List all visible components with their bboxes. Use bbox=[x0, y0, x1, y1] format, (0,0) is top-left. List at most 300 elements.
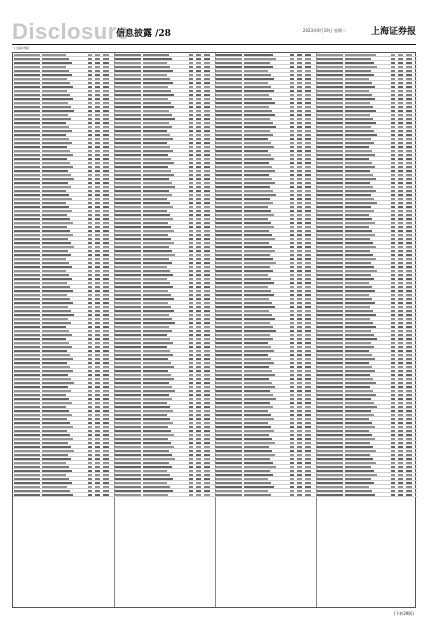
table-cell bbox=[216, 186, 242, 188]
table-cell bbox=[143, 210, 167, 212]
table-cell bbox=[345, 466, 371, 468]
table-cell bbox=[88, 366, 92, 368]
table-cell bbox=[88, 186, 92, 188]
table-cell bbox=[95, 362, 100, 364]
table-cell bbox=[204, 366, 210, 368]
table-cell bbox=[398, 190, 403, 192]
table-cell bbox=[297, 490, 302, 492]
table-cell bbox=[398, 322, 403, 324]
table-cell bbox=[204, 86, 210, 88]
table-cell bbox=[398, 230, 403, 232]
table-cell bbox=[14, 350, 40, 352]
table-cell bbox=[196, 266, 201, 268]
table-cell bbox=[143, 258, 169, 260]
table-cell bbox=[143, 414, 167, 416]
table-cell bbox=[244, 90, 274, 92]
table-cell bbox=[189, 138, 193, 140]
table-cell bbox=[189, 378, 193, 380]
table-cell bbox=[391, 398, 395, 400]
table-cell bbox=[88, 138, 92, 140]
table-cell bbox=[14, 174, 40, 176]
table-cell bbox=[391, 142, 395, 144]
table-cell bbox=[406, 106, 412, 108]
table-cell bbox=[95, 266, 100, 268]
table-cell bbox=[406, 154, 412, 156]
table-cell bbox=[345, 250, 370, 252]
table-cell bbox=[95, 138, 100, 140]
table-cell bbox=[305, 270, 311, 272]
table-cell bbox=[42, 402, 72, 404]
table-cell bbox=[204, 118, 210, 120]
table-cell bbox=[88, 362, 92, 364]
table-cell bbox=[196, 278, 201, 280]
table-cell bbox=[345, 410, 371, 412]
table-cell bbox=[42, 294, 67, 296]
table-cell bbox=[204, 490, 210, 492]
table-cell bbox=[196, 386, 201, 388]
table-cell bbox=[189, 366, 193, 368]
table-cell bbox=[216, 402, 242, 404]
table-cell bbox=[103, 206, 109, 208]
table-cell bbox=[398, 250, 403, 252]
table-cell bbox=[143, 450, 169, 452]
table-cell bbox=[204, 402, 210, 404]
table-cell bbox=[406, 214, 412, 216]
table-cell bbox=[95, 322, 100, 324]
table-cell bbox=[305, 78, 311, 80]
table-cell bbox=[95, 258, 100, 260]
table-cell bbox=[391, 450, 395, 452]
table-cell bbox=[14, 222, 40, 224]
table-cell bbox=[305, 478, 311, 480]
table-cell bbox=[95, 118, 100, 120]
table-row bbox=[13, 493, 114, 497]
table-cell bbox=[42, 274, 69, 276]
table-cell bbox=[115, 98, 141, 100]
table-cell bbox=[305, 86, 311, 88]
table-cell bbox=[14, 190, 40, 192]
table-cell bbox=[305, 58, 311, 60]
table-cell bbox=[406, 234, 412, 236]
table-cell bbox=[103, 494, 109, 496]
table-cell bbox=[317, 338, 343, 340]
table-cell bbox=[14, 274, 40, 276]
table-cell bbox=[391, 414, 395, 416]
table-cell bbox=[305, 310, 311, 312]
table-cell bbox=[88, 414, 92, 416]
table-cell bbox=[143, 482, 167, 484]
table-cell bbox=[391, 466, 395, 468]
table-cell bbox=[196, 94, 201, 96]
table-cell bbox=[189, 390, 193, 392]
table-cell bbox=[290, 146, 294, 148]
table-cell bbox=[189, 118, 193, 120]
table-cell bbox=[14, 294, 40, 296]
table-cell bbox=[115, 198, 141, 200]
table-cell bbox=[297, 94, 302, 96]
table-cell bbox=[103, 438, 109, 440]
table-cell bbox=[317, 70, 343, 72]
table-cell bbox=[345, 62, 374, 64]
table-cell bbox=[290, 214, 294, 216]
table-cell bbox=[244, 310, 269, 312]
table-cell bbox=[244, 330, 276, 332]
table-cell bbox=[115, 254, 141, 256]
table-cell bbox=[398, 490, 403, 492]
table-cell bbox=[398, 446, 403, 448]
table-cell bbox=[290, 326, 294, 328]
table-cell bbox=[398, 466, 403, 468]
table-cell bbox=[189, 58, 193, 60]
table-cell bbox=[95, 390, 100, 392]
table-cell bbox=[189, 438, 193, 440]
table-cell bbox=[115, 142, 141, 144]
table-cell bbox=[189, 422, 193, 424]
table-cell bbox=[345, 154, 375, 156]
table-cell bbox=[398, 310, 403, 312]
table-cell bbox=[244, 254, 270, 256]
table-cell bbox=[391, 386, 395, 388]
table-cell bbox=[406, 370, 412, 372]
table-cell bbox=[95, 494, 100, 496]
table-cell bbox=[189, 186, 193, 188]
table-cell bbox=[103, 478, 109, 480]
table-cell bbox=[204, 210, 210, 212]
table-cell bbox=[305, 366, 311, 368]
table-cell bbox=[204, 238, 210, 240]
table-cell bbox=[297, 166, 302, 168]
table-cell bbox=[14, 254, 40, 256]
table-cell bbox=[14, 410, 40, 412]
table-cell bbox=[42, 174, 71, 176]
table-cell bbox=[143, 266, 167, 268]
table-cell bbox=[14, 306, 40, 308]
table-cell bbox=[95, 210, 100, 212]
table-cell bbox=[406, 350, 412, 352]
table-cell bbox=[115, 78, 141, 80]
table-cell bbox=[42, 490, 70, 492]
table-cell bbox=[345, 102, 370, 104]
table-cell bbox=[398, 90, 403, 92]
table-cell bbox=[305, 294, 311, 296]
table-cell bbox=[88, 258, 92, 260]
table-cell bbox=[14, 302, 40, 304]
table-cell bbox=[345, 338, 377, 340]
table-cell bbox=[398, 306, 403, 308]
table-cell bbox=[95, 54, 100, 56]
table-cell bbox=[297, 478, 302, 480]
table-cell bbox=[115, 206, 141, 208]
table-cell bbox=[391, 286, 395, 288]
table-cell bbox=[204, 310, 210, 312]
table-cell bbox=[189, 370, 193, 372]
table-cell bbox=[88, 54, 92, 56]
table-cell bbox=[305, 226, 311, 228]
table-cell bbox=[244, 202, 273, 204]
table-cell bbox=[196, 374, 201, 376]
table-cell bbox=[317, 466, 343, 468]
table-cell bbox=[196, 326, 201, 328]
table-cell bbox=[95, 434, 100, 436]
table-cell bbox=[305, 418, 311, 420]
table-cell bbox=[143, 62, 167, 64]
table-cell bbox=[305, 118, 311, 120]
table-cell bbox=[95, 442, 100, 444]
table-cell bbox=[297, 330, 302, 332]
table-cell bbox=[189, 258, 193, 260]
table-cell bbox=[345, 378, 373, 380]
table-cell bbox=[42, 314, 74, 316]
table-cell bbox=[103, 294, 109, 296]
table-cell bbox=[290, 106, 294, 108]
table-cell bbox=[244, 334, 270, 336]
table-cell bbox=[88, 58, 92, 60]
table-cell bbox=[189, 322, 193, 324]
table-cell bbox=[143, 326, 169, 328]
continued-from-label: (上接27版) bbox=[14, 46, 30, 50]
table-cell bbox=[115, 382, 141, 384]
table-cell bbox=[42, 302, 73, 304]
table-cell bbox=[189, 286, 193, 288]
table-cell bbox=[196, 234, 201, 236]
table-cell bbox=[143, 218, 173, 220]
table-cell bbox=[143, 350, 170, 352]
table-cell bbox=[398, 418, 403, 420]
table-cell bbox=[204, 162, 210, 164]
table-cell bbox=[103, 398, 109, 400]
table-cell bbox=[42, 426, 73, 428]
table-cell bbox=[290, 122, 294, 124]
table-cell bbox=[143, 410, 173, 412]
table-cell bbox=[143, 130, 167, 132]
table-cell bbox=[42, 114, 68, 116]
table-cell bbox=[305, 302, 311, 304]
table-cell bbox=[345, 274, 371, 276]
table-cell bbox=[216, 242, 242, 244]
table-cell bbox=[391, 94, 395, 96]
table-cell bbox=[345, 386, 370, 388]
table-cell bbox=[189, 242, 193, 244]
table-cell bbox=[406, 342, 412, 344]
table-cell bbox=[196, 450, 201, 452]
table-cell bbox=[189, 198, 193, 200]
table-cell bbox=[115, 486, 141, 488]
table-cell bbox=[143, 58, 172, 60]
table-cell bbox=[204, 382, 210, 384]
table-cell bbox=[290, 210, 294, 212]
table-cell bbox=[204, 262, 210, 264]
table-cell bbox=[189, 434, 193, 436]
table-cell bbox=[189, 494, 193, 496]
table-cell bbox=[317, 110, 343, 112]
table-cell bbox=[196, 146, 201, 148]
table-cell bbox=[317, 390, 343, 392]
table-cell bbox=[115, 222, 141, 224]
table-cell bbox=[95, 438, 100, 440]
table-cell bbox=[345, 370, 375, 372]
table-cell bbox=[95, 162, 100, 164]
table-cell bbox=[290, 462, 294, 464]
table-cell bbox=[103, 338, 109, 340]
table-cell bbox=[345, 182, 370, 184]
table-cell bbox=[189, 238, 193, 240]
table-cell bbox=[297, 258, 302, 260]
table-cell bbox=[244, 250, 275, 252]
table-cell bbox=[317, 190, 343, 192]
table-cell bbox=[204, 370, 210, 372]
table-cell bbox=[204, 474, 210, 476]
table-cell bbox=[189, 350, 193, 352]
table-cell bbox=[143, 150, 173, 152]
table-cell bbox=[14, 326, 40, 328]
table-cell bbox=[204, 318, 210, 320]
table-cell bbox=[103, 146, 109, 148]
table-cell bbox=[95, 158, 100, 160]
table-cell bbox=[290, 342, 294, 344]
table-cell bbox=[391, 206, 395, 208]
table-cell bbox=[406, 326, 412, 328]
table-cell bbox=[406, 98, 412, 100]
table-cell bbox=[14, 434, 40, 436]
table-cell bbox=[115, 378, 141, 380]
table-cell bbox=[305, 390, 311, 392]
table-cell bbox=[244, 342, 268, 344]
table-cell bbox=[42, 326, 66, 328]
table-cell bbox=[345, 58, 371, 60]
table-cell bbox=[398, 246, 403, 248]
table-cell bbox=[398, 450, 403, 452]
table-cell bbox=[290, 286, 294, 288]
table-cell bbox=[88, 90, 92, 92]
table-cell bbox=[14, 106, 40, 108]
table-cell bbox=[290, 126, 294, 128]
table-cell bbox=[297, 426, 302, 428]
table-cell bbox=[95, 66, 100, 68]
table-cell bbox=[216, 294, 242, 296]
table-cell bbox=[143, 490, 173, 492]
table-cell bbox=[244, 178, 272, 180]
table-cell bbox=[189, 382, 193, 384]
table-cell bbox=[345, 162, 372, 164]
table-cell bbox=[196, 462, 201, 464]
table-cell bbox=[297, 186, 302, 188]
table-cell bbox=[297, 266, 302, 268]
table-cell bbox=[14, 298, 40, 300]
table-cell bbox=[391, 430, 395, 432]
table-cell bbox=[143, 478, 173, 480]
table-cell bbox=[216, 106, 242, 108]
table-cell bbox=[317, 342, 343, 344]
table-cell bbox=[317, 334, 343, 336]
table-cell bbox=[317, 386, 343, 388]
table-cell bbox=[317, 78, 343, 80]
table-cell bbox=[317, 114, 343, 116]
table-cell bbox=[103, 202, 109, 204]
table-cell bbox=[95, 402, 100, 404]
table-cell bbox=[88, 262, 92, 264]
table-cell bbox=[406, 442, 412, 444]
table-cell bbox=[14, 390, 40, 392]
table-cell bbox=[189, 430, 193, 432]
table-cell bbox=[290, 378, 294, 380]
table-cell bbox=[290, 138, 294, 140]
table-cell bbox=[189, 134, 193, 136]
table-cell bbox=[406, 334, 412, 336]
table-cell bbox=[406, 138, 412, 140]
table-cell bbox=[406, 54, 412, 56]
table-cell bbox=[196, 370, 201, 372]
table-cell bbox=[305, 214, 311, 216]
table-cell bbox=[143, 278, 167, 280]
table-cell bbox=[297, 378, 302, 380]
table-cell bbox=[216, 286, 242, 288]
table-cell bbox=[115, 58, 141, 60]
table-cell bbox=[345, 286, 372, 288]
table-cell bbox=[42, 278, 72, 280]
table-cell bbox=[406, 110, 412, 112]
table-cell bbox=[406, 486, 412, 488]
table-cell bbox=[204, 170, 210, 172]
table-cell bbox=[297, 70, 302, 72]
table-cell bbox=[189, 262, 193, 264]
table-cell bbox=[216, 450, 242, 452]
table-cell bbox=[143, 202, 170, 204]
table-cell bbox=[398, 290, 403, 292]
table-cell bbox=[42, 70, 69, 72]
table-cell bbox=[88, 462, 92, 464]
table-cell bbox=[143, 222, 168, 224]
table-cell bbox=[115, 90, 141, 92]
table-cell bbox=[317, 370, 343, 372]
table-cell bbox=[345, 66, 377, 68]
table-cell bbox=[196, 438, 201, 440]
table-cell bbox=[88, 450, 92, 452]
table-cell bbox=[244, 358, 271, 360]
table-cell bbox=[305, 342, 311, 344]
table-cell bbox=[406, 390, 412, 392]
table-cell bbox=[345, 258, 376, 260]
table-cell bbox=[115, 54, 141, 56]
table-cell bbox=[317, 394, 343, 396]
table-cell bbox=[95, 394, 100, 396]
table-cell bbox=[391, 58, 395, 60]
table-cell bbox=[204, 266, 210, 268]
table-cell bbox=[244, 326, 273, 328]
table-cell bbox=[345, 178, 376, 180]
table-cell bbox=[391, 82, 395, 84]
table-cell bbox=[88, 394, 92, 396]
table-cell bbox=[143, 402, 167, 404]
table-cell bbox=[88, 206, 92, 208]
table-cell bbox=[189, 234, 193, 236]
table-cell bbox=[88, 342, 92, 344]
table-cell bbox=[317, 454, 343, 456]
table-cell bbox=[42, 74, 72, 76]
table-cell bbox=[88, 130, 92, 132]
table-cell bbox=[95, 274, 100, 276]
table-cell bbox=[290, 338, 294, 340]
table-cell bbox=[196, 398, 201, 400]
table-cell bbox=[406, 202, 412, 204]
table-cell bbox=[317, 142, 343, 144]
table-cell bbox=[216, 266, 242, 268]
table-cell bbox=[204, 126, 210, 128]
table-cell bbox=[216, 62, 242, 64]
table-cell bbox=[305, 162, 311, 164]
table-cell bbox=[244, 154, 271, 156]
table-cell bbox=[143, 170, 171, 172]
table-cell bbox=[297, 86, 302, 88]
